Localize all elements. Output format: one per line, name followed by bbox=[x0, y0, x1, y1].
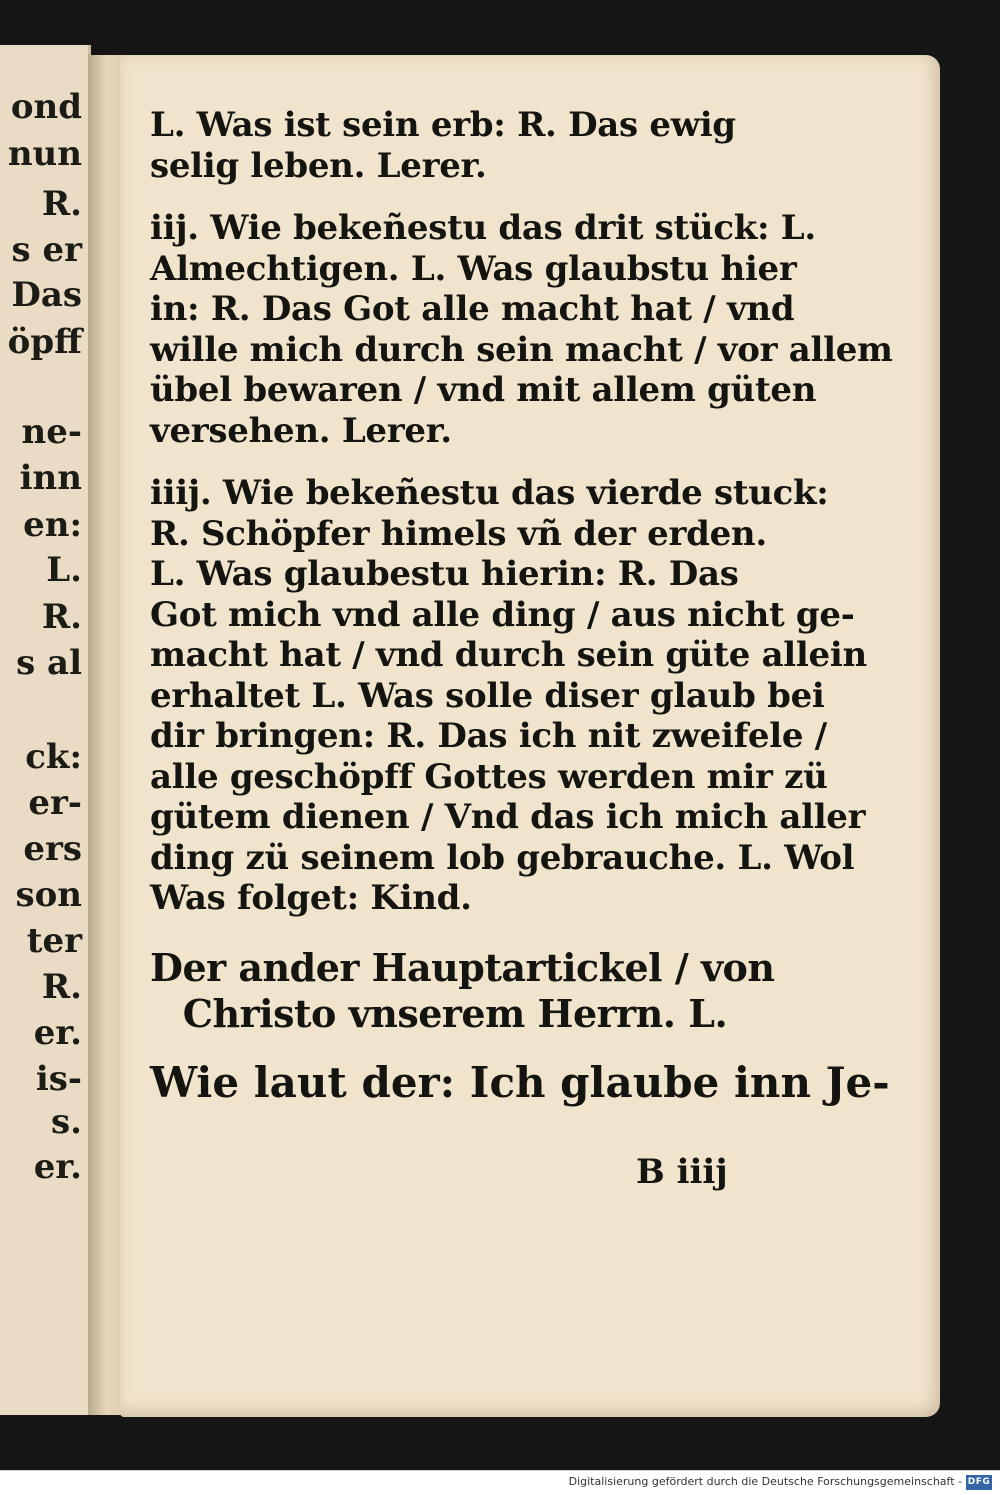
left-page-fragment: en: bbox=[23, 505, 82, 545]
paragraph-gap bbox=[150, 1037, 760, 1059]
left-page-fragment: son bbox=[15, 875, 82, 915]
dfg-logo-icon: DFG bbox=[966, 1475, 992, 1490]
section-heading-line: Christo vnserem Herrn. L. bbox=[182, 990, 728, 1036]
left-page-fragment: Das bbox=[11, 275, 82, 315]
left-page-fragment: is- bbox=[35, 1059, 82, 1099]
catchword-line: Wie laut der: Ich glaube inn Je- bbox=[150, 1057, 890, 1107]
text-line: übel bewaren / vnd mit allem güten bbox=[150, 370, 817, 410]
left-page-fragment: inn bbox=[19, 458, 82, 498]
paragraph-gap bbox=[150, 186, 760, 208]
text-line: L. Was ist sein erb: R. Das ewig bbox=[150, 105, 736, 145]
left-page-fragment: er. bbox=[33, 1147, 82, 1187]
text-line: iiij. Wie bekeñestu das vierde stuck: bbox=[150, 473, 829, 513]
paragraph-gap bbox=[150, 451, 760, 473]
left-page-fragment: s al bbox=[16, 643, 82, 683]
text-line: ding zü seinem lob gebrauche. L. Wol bbox=[150, 837, 855, 878]
left-page-fragment: R. bbox=[41, 967, 82, 1007]
text-line: selig leben. Lerer. bbox=[150, 145, 487, 186]
left-page-fragment: R. bbox=[41, 597, 82, 637]
left-page-fragment: er- bbox=[28, 783, 82, 823]
left-page-fragment: nun bbox=[7, 134, 82, 174]
section-gap bbox=[150, 919, 760, 945]
text-line: gütem dienen / Vnd das ich mich aller bbox=[150, 797, 866, 837]
text-line: Almechtigen. L. Was glaubstu hier bbox=[150, 248, 797, 289]
left-page bbox=[0, 45, 91, 1415]
text-line: wille mich durch sein macht / vor allem bbox=[150, 329, 893, 370]
footer-bar bbox=[0, 1470, 1000, 1495]
page-text bbox=[150, 105, 893, 1107]
left-page-fragment: ck: bbox=[25, 737, 82, 777]
text-line: L. Was glaubestu hierin: R. Das bbox=[150, 554, 739, 594]
left-page-fragment: L. bbox=[46, 550, 82, 590]
section-heading-line: Der ander Hauptartickel / von bbox=[150, 944, 775, 990]
text-line: versehen. Lerer. bbox=[150, 410, 452, 451]
signature-mark: B iiij bbox=[636, 1152, 728, 1192]
left-page-fragment: s er bbox=[11, 230, 82, 270]
text-line: alle geschöpff Gottes werden mir zü bbox=[150, 756, 828, 797]
text-line: erhaltet L. Was solle diser glaub bei bbox=[150, 675, 825, 716]
footer-credit: Digitalisierung gefördert durch die Deutsche Forschungsgemeinschaft - bbox=[568, 1475, 962, 1488]
left-page-fragment: ers bbox=[23, 829, 82, 869]
left-page-fragment: ter bbox=[26, 921, 82, 961]
left-page-fragment: ond bbox=[10, 87, 82, 127]
left-page-fragment: ne- bbox=[21, 412, 82, 452]
text-line: Got mich vnd alle ding / aus nicht ge- bbox=[150, 594, 855, 635]
text-line: dir bringen: R. Das ich nit zweifele / bbox=[150, 716, 827, 756]
left-page-fragment: er. bbox=[33, 1013, 82, 1053]
left-page-fragment: R. bbox=[41, 184, 82, 224]
text-line: macht hat / vnd durch sein güte allein bbox=[150, 635, 867, 675]
text-line: R. Schöpfer himels vñ der erden. bbox=[150, 513, 767, 554]
text-line: in: R. Das Got alle macht hat / vnd bbox=[150, 289, 795, 329]
left-page-fragment: öpff bbox=[7, 322, 82, 362]
text-line: Was folget: Kind. bbox=[150, 878, 472, 918]
left-page-fragment: s. bbox=[51, 1102, 82, 1142]
text-line: iij. Wie bekeñestu das drit stück: L. bbox=[150, 208, 816, 248]
